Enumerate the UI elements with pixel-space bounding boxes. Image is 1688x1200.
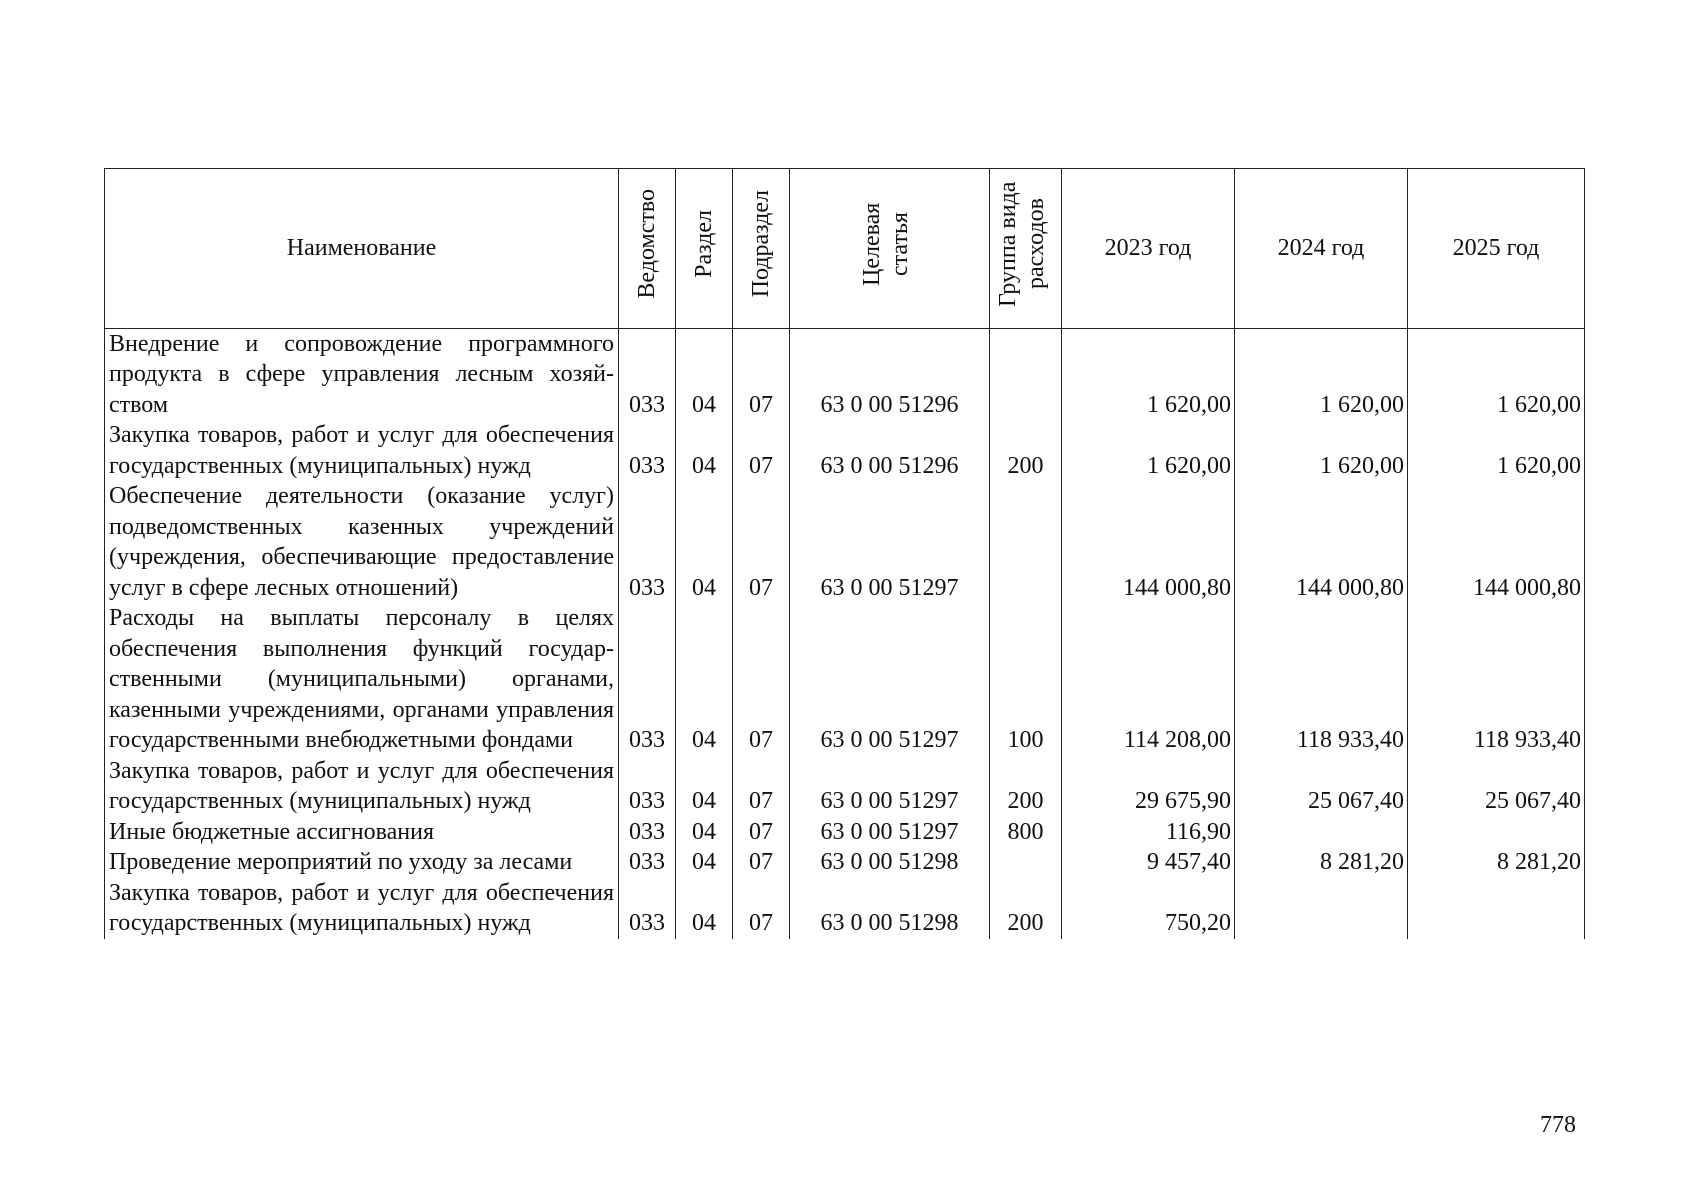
row-name: Расходы на выплаты персоналу в целях обеспечения выполнения функций государственными (муниципальными) органами, казенными учреждениями, органами управления государственными внебюджетными фондами xyxy=(105,603,619,756)
table-row xyxy=(105,847,1585,878)
row-2024: 25 067,40 xyxy=(1235,756,1408,817)
row-2024 xyxy=(1235,817,1408,848)
row-2024 xyxy=(1235,878,1408,939)
header-2023: 2023 год xyxy=(1062,169,1235,329)
header-razdel: Раздел xyxy=(676,169,733,329)
row-2023: 9 457,40 xyxy=(1062,847,1235,878)
row-2025: 25 067,40 xyxy=(1408,756,1585,817)
header-celevaya-statya: Целевая статья xyxy=(790,169,990,329)
row-razdel: 04 xyxy=(676,603,733,756)
row-ved: 033 xyxy=(619,817,676,848)
row-2025: 144 000,80 xyxy=(1408,481,1585,603)
row-name: Внедрение и сопровождение программного продукта в сфере управления лесным хозяйством xyxy=(105,328,619,420)
row-gruppa: 100 xyxy=(990,603,1062,756)
row-gruppa: 200 xyxy=(990,756,1062,817)
row-razdel: 04 xyxy=(676,847,733,878)
row-razdel: 04 xyxy=(676,817,733,848)
row-2023: 114 208,00 xyxy=(1062,603,1235,756)
header-2024: 2024 год xyxy=(1235,169,1408,329)
row-podrazdel: 07 xyxy=(733,603,790,756)
row-2025: 1 620,00 xyxy=(1408,420,1585,481)
table-row xyxy=(105,878,1585,939)
row-2025 xyxy=(1408,878,1585,939)
row-name: Закупка товаров, работ и услуг для обеспечения государственных (муниципальных) нужд xyxy=(105,878,619,939)
header-name: Наименование xyxy=(105,169,619,329)
row-ved: 033 xyxy=(619,847,676,878)
row-celevaya-statya: 63 0 00 51296 xyxy=(790,420,990,481)
row-podrazdel: 07 xyxy=(733,847,790,878)
row-2023: 116,90 xyxy=(1062,817,1235,848)
row-2023: 144 000,80 xyxy=(1062,481,1235,603)
row-razdel: 04 xyxy=(676,420,733,481)
row-2024: 8 281,20 xyxy=(1235,847,1408,878)
budget-table xyxy=(104,168,1585,939)
row-ved: 033 xyxy=(619,481,676,603)
row-ved: 033 xyxy=(619,878,676,939)
row-podrazdel: 07 xyxy=(733,481,790,603)
row-podrazdel: 07 xyxy=(733,878,790,939)
table-row xyxy=(105,328,1585,420)
row-celevaya-statya: 63 0 00 51297 xyxy=(790,817,990,848)
row-podrazdel: 07 xyxy=(733,756,790,817)
header-2025: 2025 год xyxy=(1408,169,1585,329)
row-ved: 033 xyxy=(619,603,676,756)
row-ved: 033 xyxy=(619,756,676,817)
header-vedomstvo: Ведомство xyxy=(619,169,676,329)
row-celevaya-statya: 63 0 00 51297 xyxy=(790,756,990,817)
row-gruppa xyxy=(990,328,1062,420)
row-2025: 8 281,20 xyxy=(1408,847,1585,878)
row-celevaya-statya: 63 0 00 51297 xyxy=(790,481,990,603)
row-gruppa: 800 xyxy=(990,817,1062,848)
row-gruppa xyxy=(990,481,1062,603)
row-2025 xyxy=(1408,817,1585,848)
row-celevaya-statya: 63 0 00 51296 xyxy=(790,328,990,420)
table-row xyxy=(105,603,1585,756)
row-podrazdel: 07 xyxy=(733,420,790,481)
row-2023: 29 675,90 xyxy=(1062,756,1235,817)
row-name: Иные бюджетные ассигнования xyxy=(105,817,619,848)
row-2023: 750,20 xyxy=(1062,878,1235,939)
row-name: Обеспечение деятельности (оказание услуг) подведомственных казенных учреждений (учреждения, обеспечивающие предоставление услуг в сфере лесных отношений) xyxy=(105,481,619,603)
row-2024: 1 620,00 xyxy=(1235,328,1408,420)
table-row xyxy=(105,756,1585,817)
row-2024: 118 933,40 xyxy=(1235,603,1408,756)
table-row xyxy=(105,817,1585,848)
header-gruppa: Группа вида расходов xyxy=(990,169,1062,329)
row-ved: 033 xyxy=(619,328,676,420)
row-razdel: 04 xyxy=(676,878,733,939)
row-name: Закупка товаров, работ и услуг для обеспечения государственных (муниципальных) нужд xyxy=(105,420,619,481)
row-razdel: 04 xyxy=(676,328,733,420)
row-podrazdel: 07 xyxy=(733,817,790,848)
header-podrazdel: Подраздел xyxy=(733,169,790,329)
row-gruppa: 200 xyxy=(990,878,1062,939)
row-celevaya-statya: 63 0 00 51297 xyxy=(790,603,990,756)
row-2024: 1 620,00 xyxy=(1235,420,1408,481)
row-celevaya-statya: 63 0 00 51298 xyxy=(790,878,990,939)
page-number: 778 xyxy=(1540,1112,1576,1138)
table-row xyxy=(105,481,1585,603)
row-gruppa: 200 xyxy=(990,420,1062,481)
row-2025: 1 620,00 xyxy=(1408,328,1585,420)
row-2024: 144 000,80 xyxy=(1235,481,1408,603)
row-2023: 1 620,00 xyxy=(1062,328,1235,420)
header-row xyxy=(105,169,1585,329)
row-razdel: 04 xyxy=(676,481,733,603)
row-podrazdel: 07 xyxy=(733,328,790,420)
row-celevaya-statya: 63 0 00 51298 xyxy=(790,847,990,878)
row-2025: 118 933,40 xyxy=(1408,603,1585,756)
row-name: Проведение мероприятий по уходу за лесами xyxy=(105,847,619,878)
row-name: Закупка товаров, работ и услуг для обеспечения государственных (муниципальных) нужд xyxy=(105,756,619,817)
row-razdel: 04 xyxy=(676,756,733,817)
table-row xyxy=(105,420,1585,481)
row-2023: 1 620,00 xyxy=(1062,420,1235,481)
row-gruppa xyxy=(990,847,1062,878)
row-ved: 033 xyxy=(619,420,676,481)
